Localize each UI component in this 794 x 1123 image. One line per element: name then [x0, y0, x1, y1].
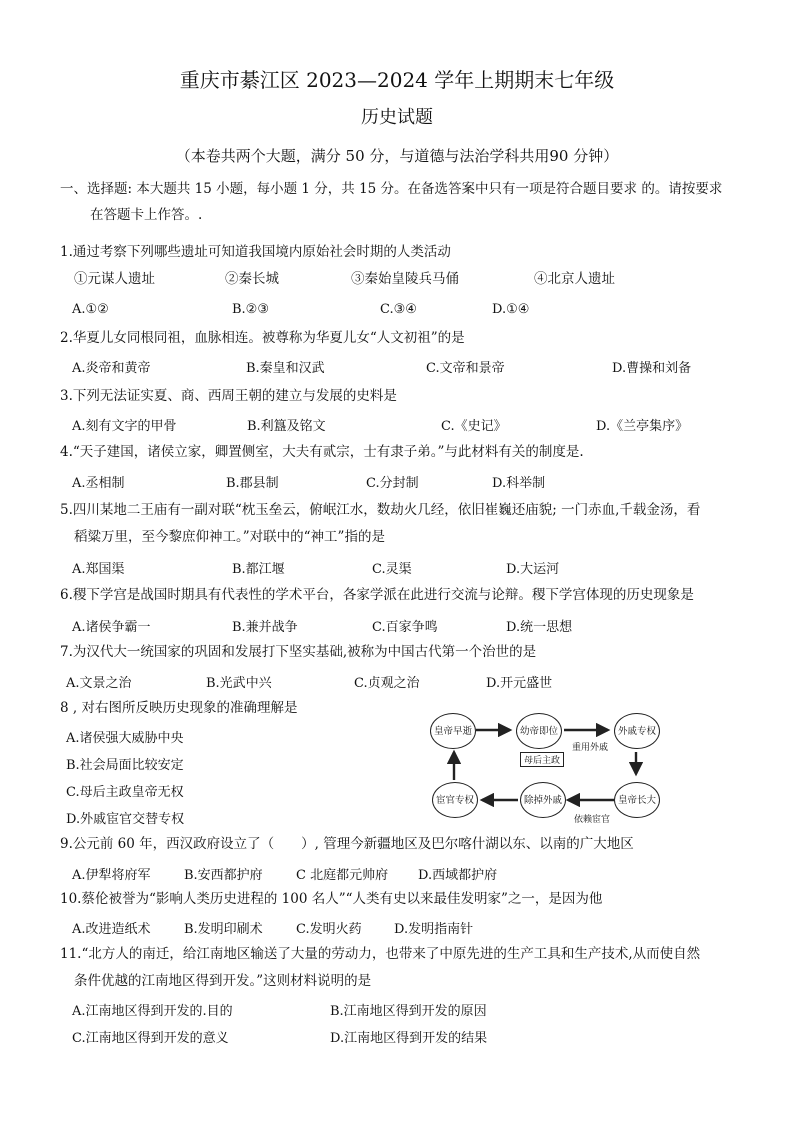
label-rely-clan: 重用外戚 — [572, 743, 609, 753]
q3-stem: 3.下列无法证实夏、商、西周王朝的建立与发展的史料是 — [60, 388, 397, 404]
page-title: 重庆市綦江区 2023—2024 学年上期期末七年级 — [179, 68, 615, 92]
q1-option-d[interactable]: D.①④ — [492, 302, 530, 317]
q8-option-d[interactable]: D.外戚宦官交替专权 — [66, 812, 185, 827]
q11-stem-cont: 条件优越的江南地区得到开发。”这则材料说明的是 — [74, 973, 372, 989]
q3-option-b[interactable]: B.利簋及铭文 — [247, 419, 326, 434]
q4-option-c[interactable]: C.分封制 — [366, 476, 419, 491]
q2-option-b[interactable]: B.秦皇和汉武 — [246, 361, 325, 376]
q1-item: ③秦始皇陵兵马俑 — [351, 271, 459, 287]
q5-option-c[interactable]: C.灵渠 — [372, 562, 412, 577]
section-heading-cont: 在答题卡上作答。. — [90, 207, 203, 223]
q9-option-a[interactable]: A.伊犁将府军 — [72, 868, 151, 883]
q4-option-a[interactable]: A.丞相制 — [72, 476, 125, 491]
q11-option-d[interactable]: D.江南地区得到开发的结果 — [330, 1031, 488, 1046]
section-heading: 一、选择题: 本大题共 15 小题，每小题 1 分，共 15 分。在备选答案中只有一项是符合题目要求 的。请按要求 — [60, 181, 723, 197]
subject-title: 历史试题 — [361, 107, 433, 128]
q7-option-c[interactable]: C.贞观之治 — [354, 676, 420, 691]
q11-option-c[interactable]: C.江南地区得到开发的意义 — [72, 1031, 229, 1046]
node-emperor-grown: 皇帝长大 — [614, 782, 660, 818]
q10-option-c[interactable]: C.发明火药 — [296, 922, 362, 937]
node-child-emperor: 幼帝即位 — [516, 713, 562, 749]
q10-option-b[interactable]: B.发明印刷术 — [184, 922, 263, 937]
node-eunuch-power: 宦官专权 — [432, 782, 478, 818]
q9-option-b[interactable]: B.安西都护府 — [184, 868, 263, 883]
q1-stem: 1.通过考察下列哪些遗址可知道我国境内原始社会时期的人类活动 — [60, 244, 451, 260]
q7-option-b[interactable]: B.光武中兴 — [206, 676, 272, 691]
q5-stem: 5.四川某地二王庙有一副对联“枕玉垒云，俯岷江水，数劫火几经，依旧崔巍还庙貌; 一门赤血,千载金汤，看 — [60, 502, 701, 518]
q3-option-d[interactable]: D.《兰亭集序》 — [596, 419, 689, 434]
q5-option-d[interactable]: D.大运河 — [506, 562, 560, 577]
q4-option-b[interactable]: B.郡县制 — [226, 476, 279, 491]
q11-option-b[interactable]: B.江南地区得到开发的原因 — [330, 1004, 487, 1019]
q8-option-b[interactable]: B.社会局面比较安定 — [66, 758, 184, 773]
q6-option-b[interactable]: B.兼并战争 — [232, 620, 298, 635]
q4-option-d[interactable]: D.科举制 — [492, 476, 546, 491]
q5-stem-cont: 稻粱万里，至今黎庶仰神工。”对联中的“神工”指的是 — [74, 529, 385, 545]
q9-option-c[interactable]: C 北庭都元帅府 — [296, 868, 389, 883]
q1-option-c[interactable]: C.③④ — [380, 302, 417, 317]
q9-option-d[interactable]: D.西域都护府 — [418, 868, 498, 883]
q5-option-a[interactable]: A.郑国渠 — [72, 562, 125, 577]
q1-option-b[interactable]: B.②③ — [232, 302, 269, 317]
q1-item: ④北京人遗址 — [534, 271, 615, 287]
q2-option-d[interactable]: D.曹操和刘备 — [612, 361, 692, 376]
q1-option-a[interactable]: A.①② — [72, 302, 109, 317]
label-rely-eunuch: 依赖宦官 — [574, 815, 611, 825]
node-emperor-dies: 皇帝早逝 — [430, 713, 476, 749]
q6-stem: 6.稷下学宫是战国时期具有代表性的学术平台，各家学派在此进行交流与论辩。稷下学宫体现的历史现象是 — [60, 587, 694, 603]
node-remove-clan: 除掉外戚 — [520, 782, 566, 818]
q7-option-d[interactable]: D.开元盛世 — [486, 676, 553, 691]
q7-option-a[interactable]: A.文景之治 — [66, 676, 132, 691]
q3-option-c[interactable]: C.《史记》 — [441, 419, 507, 434]
q6-option-d[interactable]: D.统一思想 — [506, 620, 573, 635]
q10-option-d[interactable]: D.发明指南针 — [394, 922, 474, 937]
q6-option-c[interactable]: C.百家争鸣 — [372, 620, 438, 635]
q8-flow-diagram — [428, 708, 668, 826]
q11-option-a[interactable]: A.江南地区得到开发的.目的 — [72, 1004, 233, 1019]
q8-stem: 8 , 对右图所反映历史现象的准确理解是 — [60, 700, 298, 716]
q2-stem: 2.华夏儿女同根同祖，血脉相连。被尊称为华夏儿女“人文初祖”的是 — [60, 330, 465, 346]
node-consort-clan: 外戚专权 — [614, 713, 660, 749]
q7-stem: 7.为汉代大一统国家的巩固和发展打下坚实基础,被称为中国古代第一个治世的是 — [60, 644, 537, 660]
label-empress-rule: 母后主政 — [520, 752, 564, 767]
q3-option-a[interactable]: A.刻有文字的甲骨 — [72, 419, 177, 434]
q6-option-a[interactable]: A.诸侯争霸一 — [72, 620, 151, 635]
q2-option-c[interactable]: C.文帝和景帝 — [426, 361, 505, 376]
q5-option-b[interactable]: B.都江堰 — [232, 562, 285, 577]
q8-option-c[interactable]: C.母后主政皇帝无权 — [66, 785, 184, 800]
exam-note: （本卷共两个大题，满分 50 分，与道德与法治学科共用90 分钟） — [175, 147, 619, 165]
q4-stem: 4.“天子建国，诸侯立家，卿置侧室，大夫有贰宗，士有隶子弟。”与此材料有关的制度是. — [60, 444, 584, 460]
q2-option-a[interactable]: A.炎帝和黄帝 — [72, 361, 151, 376]
q11-stem: 11.“北方人的南迁，给江南地区输送了大量的劳动力，也带来了中原先进的生产工具和生产技术,从而使自然 — [60, 946, 701, 962]
q8-option-a[interactable]: A.诸侯强大威胁中央 — [66, 731, 184, 746]
q1-item: ①元谋人遗址 — [74, 271, 155, 287]
q10-option-a[interactable]: A.改进造纸术 — [72, 922, 151, 937]
q10-stem: 10.蔡伦被誉为“影响人类历史进程的 100 名人”“人类有史以来最佳发明家”之一，是因为他 — [60, 891, 603, 907]
q1-item: ②秦长城 — [225, 271, 279, 287]
q9-stem: 9.公元前 60 年，西汉政府设立了（ ）, 管理今新疆地区及巴尔喀什湖以东、以南的广大地区 — [60, 836, 634, 852]
